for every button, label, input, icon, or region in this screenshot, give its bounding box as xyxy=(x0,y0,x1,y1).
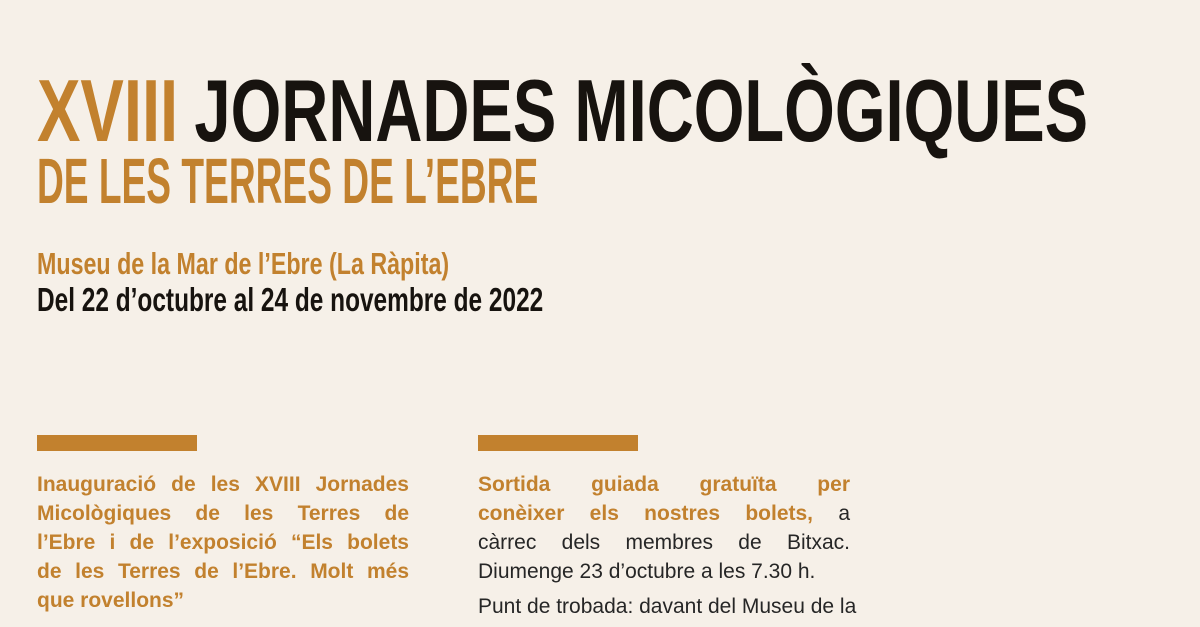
paragraph xyxy=(478,592,857,621)
dates-text: Del 22 d’octubre al 24 de novembre de 2022 xyxy=(37,281,544,318)
accent-bar-left xyxy=(37,435,197,451)
event-dates xyxy=(37,281,721,319)
text-line xyxy=(478,592,857,621)
page-subtitle xyxy=(37,144,901,218)
title-main-text: JORNADES MICOLÒGIQUES xyxy=(194,61,1089,160)
text-line xyxy=(37,557,409,586)
body-text: a xyxy=(813,502,850,525)
highlight-text: Sortida guiada gratuïta per xyxy=(478,473,850,496)
paragraph xyxy=(478,470,850,586)
text-line xyxy=(37,470,409,499)
text-line xyxy=(478,557,850,586)
body-text: Diumenge 23 d’octubre a les 7.30 h. xyxy=(478,560,816,583)
highlight-text: que rovellons” xyxy=(37,589,185,612)
subtitle-text: DE LES TERRES DE L’EBRE xyxy=(37,145,539,217)
text-line xyxy=(37,528,409,557)
text-line xyxy=(37,499,409,528)
column-sortida xyxy=(478,470,857,621)
title-edition-number: XVIII xyxy=(37,61,179,160)
event-venue xyxy=(37,246,587,282)
venue-text: Museu de la Mar de l’Ebre (La Ràpita) xyxy=(37,246,450,281)
highlight-text: Micològiques de les Terres de xyxy=(37,502,409,525)
page-title-text xyxy=(37,61,1089,160)
text-line xyxy=(37,586,409,615)
body-text: Punt de trobada: davant del Museu de la xyxy=(478,595,857,618)
highlight-text: Inauguració de les XVIII Jornades xyxy=(37,473,409,496)
text-line xyxy=(478,499,850,528)
paragraph xyxy=(37,470,409,615)
text-line xyxy=(478,470,850,499)
highlight-text: conèixer els nostres bolets, xyxy=(478,502,814,525)
text-line xyxy=(478,528,850,557)
body-text: càrrec dels membres de Bitxac. xyxy=(478,531,850,554)
highlight-text: l’Ebre i de l’exposició “Els bolets xyxy=(37,531,409,554)
accent-bar-right xyxy=(478,435,638,451)
column-inauguracio xyxy=(37,470,409,615)
highlight-text: de les Terres de l’Ebre. Molt més xyxy=(37,560,409,583)
